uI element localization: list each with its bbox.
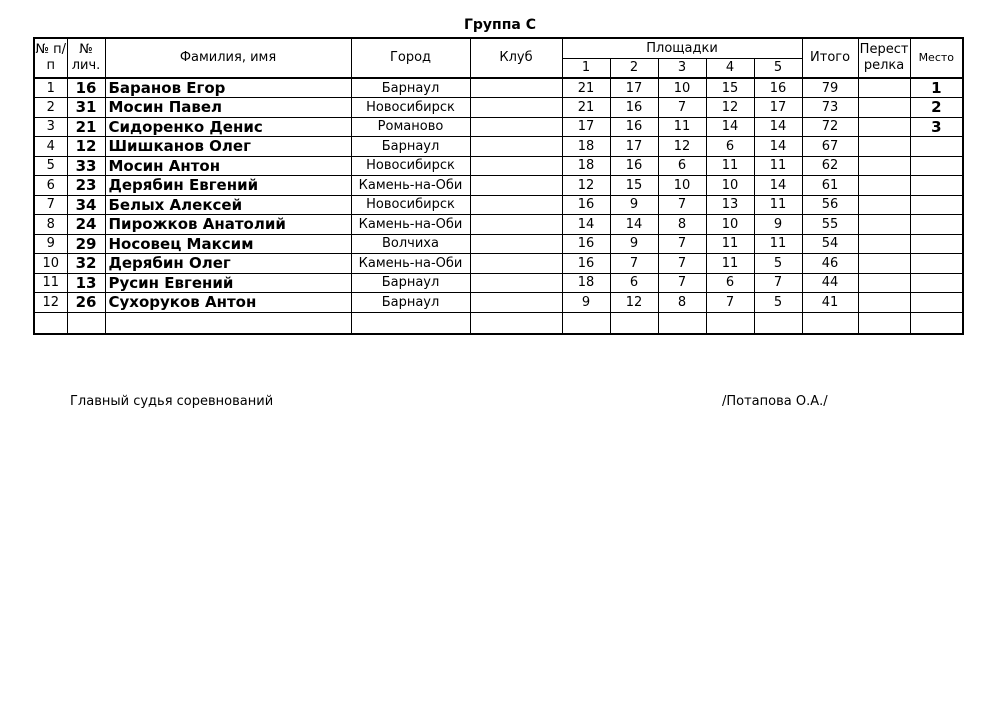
cell-replay <box>858 254 910 274</box>
cell-score-court-2: 16 <box>610 98 658 118</box>
cell-total: 62 <box>802 156 858 176</box>
cell-num-pp: 1 <box>34 78 67 98</box>
cell-score-court-3: 7 <box>658 234 706 254</box>
cell-score-court-4: 6 <box>706 137 754 157</box>
cell-place <box>910 234 963 254</box>
table-row <box>34 117 963 137</box>
cell-num-pp: 2 <box>34 98 67 118</box>
cell-num-lic: 29 <box>67 234 105 254</box>
cell-name: Белых Алексей <box>105 195 351 215</box>
cell-num-pp: 9 <box>34 234 67 254</box>
cell-score-court-5: 11 <box>754 234 802 254</box>
table-row <box>34 293 963 313</box>
cell-num-pp: 6 <box>34 176 67 196</box>
cell-replay <box>858 137 910 157</box>
cell-replay <box>858 215 910 235</box>
cell-score-court-1: 16 <box>562 195 610 215</box>
cell-score-court-5: 14 <box>754 137 802 157</box>
cell-score-court-4: 7 <box>706 293 754 313</box>
header-city: Город <box>351 38 470 78</box>
cell-name: Дерябин Евгений <box>105 176 351 196</box>
cell-score-court-1: 21 <box>562 78 610 98</box>
cell-total: 73 <box>802 98 858 118</box>
cell-city: Камень-на-Оби <box>351 215 470 235</box>
cell-score-court-5: 5 <box>754 293 802 313</box>
cell-num-pp: 10 <box>34 254 67 274</box>
cell-place <box>910 293 963 313</box>
cell-score-court-1: 16 <box>562 254 610 274</box>
cell-num-lic: 31 <box>67 98 105 118</box>
cell-score-court-3: 11 <box>658 117 706 137</box>
cell-score-court-5: 11 <box>754 195 802 215</box>
cell-score-court-3: 8 <box>658 293 706 313</box>
empty-cell <box>470 312 562 334</box>
cell-name: Мосин Антон <box>105 156 351 176</box>
cell-num-lic: 26 <box>67 293 105 313</box>
header-num-pp: № п/п <box>34 38 67 78</box>
cell-score-court-1: 12 <box>562 176 610 196</box>
cell-club <box>470 98 562 118</box>
cell-total: 41 <box>802 293 858 313</box>
cell-score-court-4: 12 <box>706 98 754 118</box>
cell-num-pp: 11 <box>34 273 67 293</box>
cell-score-court-1: 18 <box>562 156 610 176</box>
table-row <box>34 254 963 274</box>
header-name: Фамилия, имя <box>105 38 351 78</box>
cell-name: Носовец Максим <box>105 234 351 254</box>
cell-place: 2 <box>910 98 963 118</box>
cell-city: Камень-на-Оби <box>351 176 470 196</box>
cell-place: 1 <box>910 78 963 98</box>
cell-num-lic: 12 <box>67 137 105 157</box>
empty-cell <box>910 312 963 334</box>
results-body <box>34 78 963 334</box>
cell-score-court-3: 7 <box>658 98 706 118</box>
header-place: Место <box>910 38 963 78</box>
cell-score-court-4: 11 <box>706 234 754 254</box>
table-row <box>34 215 963 235</box>
cell-score-court-3: 12 <box>658 137 706 157</box>
header-court-2: 2 <box>610 59 658 79</box>
cell-score-court-4: 15 <box>706 78 754 98</box>
cell-num-pp: 4 <box>34 137 67 157</box>
cell-num-pp: 7 <box>34 195 67 215</box>
cell-num-lic: 23 <box>67 176 105 196</box>
cell-replay <box>858 98 910 118</box>
cell-score-court-3: 8 <box>658 215 706 235</box>
cell-score-court-2: 17 <box>610 137 658 157</box>
cell-score-court-5: 11 <box>754 156 802 176</box>
cell-name: Шишканов Олег <box>105 137 351 157</box>
cell-city: Волчиха <box>351 234 470 254</box>
header-num-lic: № лич. <box>67 38 105 78</box>
cell-score-court-3: 7 <box>658 254 706 274</box>
page-title: Группа С <box>463 17 536 33</box>
cell-score-court-1: 14 <box>562 215 610 235</box>
cell-score-court-3: 7 <box>658 273 706 293</box>
cell-score-court-5: 17 <box>754 98 802 118</box>
cell-score-court-4: 11 <box>706 254 754 274</box>
cell-city: Барнаул <box>351 78 470 98</box>
header-court-1: 1 <box>562 59 610 79</box>
judge-name: /Потапова О.А./ <box>722 394 828 409</box>
cell-score-court-2: 14 <box>610 215 658 235</box>
cell-place <box>910 195 963 215</box>
empty-cell <box>706 312 754 334</box>
cell-city: Новосибирск <box>351 195 470 215</box>
empty-cell <box>562 312 610 334</box>
cell-score-court-5: 16 <box>754 78 802 98</box>
cell-score-court-1: 18 <box>562 273 610 293</box>
table-row <box>34 98 963 118</box>
cell-place <box>910 176 963 196</box>
cell-score-court-4: 6 <box>706 273 754 293</box>
header-court-4: 4 <box>706 59 754 79</box>
table-row <box>34 137 963 157</box>
cell-num-pp: 3 <box>34 117 67 137</box>
cell-total: 79 <box>802 78 858 98</box>
empty-cell <box>610 312 658 334</box>
judge-label: Главный судья соревнований <box>70 394 274 409</box>
cell-name: Мосин Павел <box>105 98 351 118</box>
cell-club <box>470 234 562 254</box>
cell-score-court-5: 14 <box>754 176 802 196</box>
cell-total: 72 <box>802 117 858 137</box>
empty-cell <box>858 312 910 334</box>
cell-club <box>470 293 562 313</box>
cell-city: Барнаул <box>351 273 470 293</box>
cell-replay <box>858 234 910 254</box>
empty-cell <box>802 312 858 334</box>
cell-city: Барнаул <box>351 137 470 157</box>
cell-score-court-2: 16 <box>610 117 658 137</box>
cell-club <box>470 195 562 215</box>
cell-score-court-4: 13 <box>706 195 754 215</box>
cell-replay <box>858 156 910 176</box>
cell-num-lic: 34 <box>67 195 105 215</box>
cell-num-lic: 16 <box>67 78 105 98</box>
cell-name: Русин Евгений <box>105 273 351 293</box>
header-court-3: 3 <box>658 59 706 79</box>
cell-name: Баранов Егор <box>105 78 351 98</box>
results-table <box>33 37 964 335</box>
empty-cell <box>351 312 470 334</box>
table-row <box>34 176 963 196</box>
cell-club <box>470 273 562 293</box>
cell-score-court-2: 7 <box>610 254 658 274</box>
cell-num-lic: 21 <box>67 117 105 137</box>
cell-place: 3 <box>910 117 963 137</box>
cell-score-court-4: 14 <box>706 117 754 137</box>
table-row <box>34 273 963 293</box>
cell-score-court-3: 7 <box>658 195 706 215</box>
cell-total: 61 <box>802 176 858 196</box>
cell-place <box>910 254 963 274</box>
cell-score-court-2: 15 <box>610 176 658 196</box>
cell-total: 67 <box>802 137 858 157</box>
cell-score-court-1: 17 <box>562 117 610 137</box>
cell-score-court-2: 9 <box>610 195 658 215</box>
cell-club <box>470 137 562 157</box>
cell-club <box>470 254 562 274</box>
cell-score-court-1: 9 <box>562 293 610 313</box>
cell-total: 54 <box>802 234 858 254</box>
cell-score-court-4: 10 <box>706 176 754 196</box>
cell-place <box>910 156 963 176</box>
cell-total: 56 <box>802 195 858 215</box>
cell-score-court-3: 6 <box>658 156 706 176</box>
header-court-5: 5 <box>754 59 802 79</box>
empty-cell <box>105 312 351 334</box>
cell-score-court-5: 5 <box>754 254 802 274</box>
cell-replay <box>858 117 910 137</box>
cell-replay <box>858 273 910 293</box>
cell-score-court-1: 18 <box>562 137 610 157</box>
cell-score-court-1: 16 <box>562 234 610 254</box>
empty-cell <box>34 312 67 334</box>
cell-score-court-2: 9 <box>610 234 658 254</box>
cell-num-lic: 33 <box>67 156 105 176</box>
cell-num-lic: 24 <box>67 215 105 235</box>
cell-city: Камень-на-Оби <box>351 254 470 274</box>
cell-score-court-2: 12 <box>610 293 658 313</box>
empty-cell <box>754 312 802 334</box>
cell-score-court-2: 16 <box>610 156 658 176</box>
cell-score-court-5: 9 <box>754 215 802 235</box>
cell-club <box>470 117 562 137</box>
cell-total: 55 <box>802 215 858 235</box>
cell-num-pp: 8 <box>34 215 67 235</box>
cell-name: Дерябин Олег <box>105 254 351 274</box>
empty-cell <box>658 312 706 334</box>
cell-num-pp: 12 <box>34 293 67 313</box>
empty-row <box>34 312 963 334</box>
cell-score-court-1: 21 <box>562 98 610 118</box>
cell-num-lic: 32 <box>67 254 105 274</box>
table-row <box>34 156 963 176</box>
cell-total: 46 <box>802 254 858 274</box>
cell-score-court-5: 14 <box>754 117 802 137</box>
cell-replay <box>858 195 910 215</box>
table-row <box>34 78 963 98</box>
table-row <box>34 234 963 254</box>
cell-city: Новосибирск <box>351 156 470 176</box>
cell-num-pp: 5 <box>34 156 67 176</box>
empty-cell <box>67 312 105 334</box>
cell-city: Новосибирск <box>351 98 470 118</box>
cell-name: Пирожков Анатолий <box>105 215 351 235</box>
cell-club <box>470 78 562 98</box>
cell-name: Сидоренко Денис <box>105 117 351 137</box>
header-replay: Перест релка <box>858 38 910 78</box>
cell-place <box>910 215 963 235</box>
cell-score-court-3: 10 <box>658 176 706 196</box>
cell-replay <box>858 78 910 98</box>
cell-club <box>470 156 562 176</box>
cell-score-court-2: 17 <box>610 78 658 98</box>
cell-place <box>910 273 963 293</box>
cell-score-court-4: 10 <box>706 215 754 235</box>
header-club: Клуб <box>470 38 562 78</box>
cell-club <box>470 176 562 196</box>
cell-total: 44 <box>802 273 858 293</box>
cell-score-court-2: 6 <box>610 273 658 293</box>
cell-score-court-4: 11 <box>706 156 754 176</box>
cell-num-lic: 13 <box>67 273 105 293</box>
cell-replay <box>858 176 910 196</box>
cell-name: Сухоруков Антон <box>105 293 351 313</box>
cell-club <box>470 215 562 235</box>
table-row <box>34 195 963 215</box>
cell-city: Барнаул <box>351 293 470 313</box>
header-courts: Площадки <box>562 38 802 59</box>
cell-city: Романово <box>351 117 470 137</box>
cell-score-court-5: 7 <box>754 273 802 293</box>
cell-place <box>910 137 963 157</box>
cell-replay <box>858 293 910 313</box>
cell-score-court-3: 10 <box>658 78 706 98</box>
header-total: Итого <box>802 38 858 78</box>
